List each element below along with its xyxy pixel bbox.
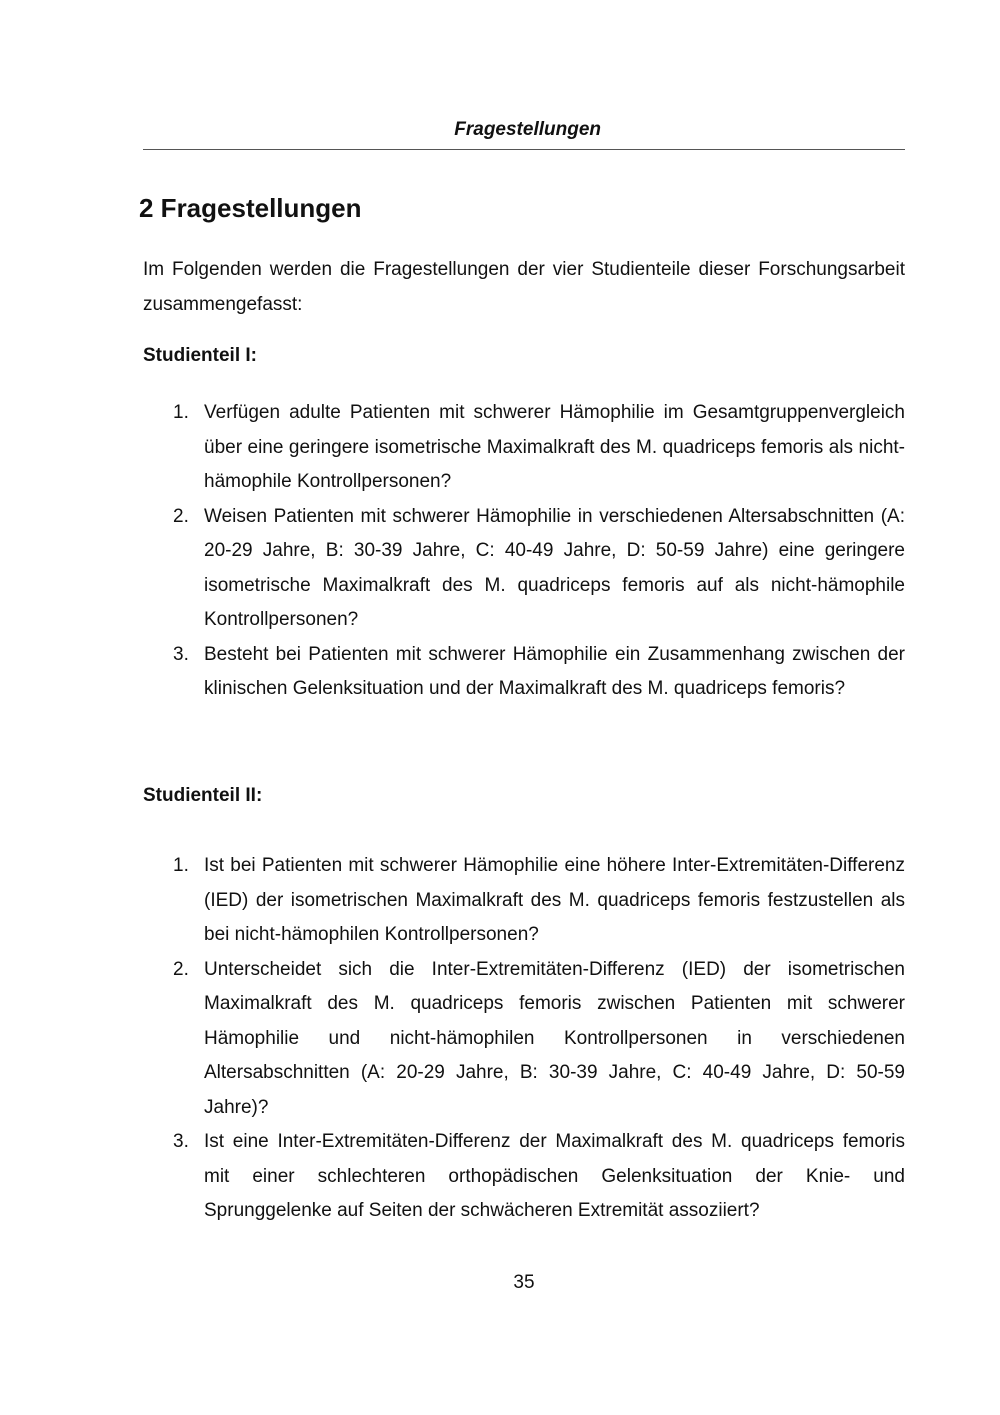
list-item-text: Ist eine Inter-Extremitäten-Differenz der Maximalkraft des M. quadriceps femoris mit einer schlechteren orthopädischen Gelenksituation der Knie- und Sprunggelenke auf Seiten der schwächeren Extremität assoziiert?: [204, 1131, 905, 1221]
list-item-number: 1.: [173, 402, 189, 423]
list-item-number: 3.: [173, 643, 189, 665]
chapter-title: 2 Fragestellungen: [139, 193, 362, 223]
list-item-number: 1.: [173, 855, 189, 876]
intro-paragraph: Im Folgenden werden die Fragestellungen der vier Studienteile dieser Forschungsarbeit zusammengefasst:: [143, 259, 905, 315]
list-item: [143, 953, 905, 1126]
list-item-text: Unterscheidet sich die Inter-Extremitäten-Differenz (IED) der isometrischen Maximalkraft des M. quadriceps femoris zwischen Patienten mit schwerer Hämophilie und nicht-hämophilen Kontrollpersonen in verschiedenen Altersabschnitten (A: 20-29 Jahre, B: 30-39 Jahre, C: 40-49 Jahre, D: 50-59 Jahre)?: [204, 958, 905, 1118]
section-heading-studienteil-1: Studienteil I:: [143, 345, 257, 366]
running-header: Fragestellungen: [454, 119, 601, 140]
section-heading-studienteil-2: Studienteil II:: [143, 785, 263, 806]
list-item-text: Ist bei Patienten mit schwerer Hämophilie eine höhere Inter-Extremitäten-Differenz (IED) der isometrischen Maximalkraft des M. quadriceps femoris festzustellen als bei nicht-hämophilen Kontrollpersonen?: [204, 855, 905, 945]
list-item-number: 2.: [173, 958, 189, 980]
list-item-number: 2.: [173, 505, 189, 527]
question-list-studienteil-1: [143, 396, 905, 707]
list-item: [143, 1125, 905, 1229]
list-item: [143, 500, 905, 638]
list-item-text: Weisen Patienten mit schwerer Hämophilie in verschiedenen Altersabschnitten (A: 20-29 Jahre, B: 30-39 Jahre, C: 40-49 Jahre, D: 50-59 Jahre) eine geringere isometrische Maximalkraft des M. quadriceps femoris auf als nicht-hämophile Kontrollpersonen?: [204, 505, 905, 630]
list-item: [143, 849, 905, 953]
page-number: 35: [513, 1272, 535, 1293]
list-item-number: 3.: [173, 1131, 189, 1152]
list-item: [143, 396, 905, 500]
list-item-text: Besteht bei Patienten mit schwerer Hämophilie ein Zusammenhang zwischen der klinischen Gelenksituation und der Maximalkraft des M. quadriceps femoris?: [204, 643, 905, 699]
header-rule: [143, 149, 905, 150]
list-item-text: Verfügen adulte Patienten mit schwerer Hämophilie im Gesamtgruppenvergleich über eine geringere isometrische Maximalkraft des M. quadriceps femoris als nicht-hämophile Kontrollpersonen?: [204, 402, 905, 492]
question-list-studienteil-2: [143, 849, 905, 1229]
list-item: [143, 638, 905, 707]
